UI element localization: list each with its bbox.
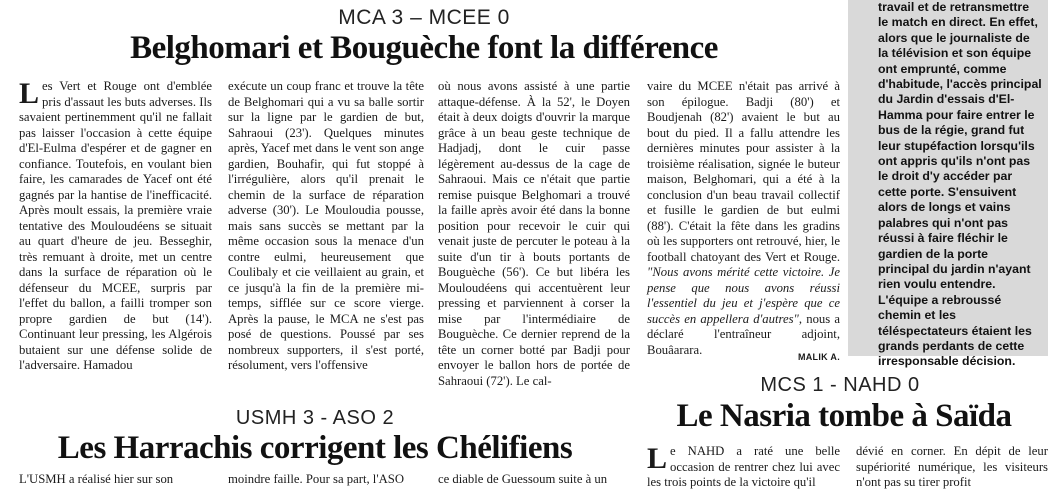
sidebar-text: travail et de retransmettre le match en direct. En effet, alors que le journaliste de la télévision et son équipe ont emprunté, comme d'habitude, l'accès principal du Jardin d'essais d'El- Hamma pour faire entrer le bus de la régie, grand fut leur stupéfaction lorsqu'ils ont appris qu'ils n'ont pas le droit d'y accéder par cette porte. S'ensuivent alors de longs et vains palabres qui n'ont pas réussi à faire fléchir le gardien de la porte principal du jardin n'ayant rien voulu entendre. L'équipe a rebroussé chemin et les téléspectateurs étaient les grands perdants de cette irresponsable décision. (878, 0, 1042, 369)
article-column-2 (228, 79, 424, 417)
article-kicker: MCA 3 – MCEE 0 (338, 6, 510, 29)
column-text: L'USMH a réalisé hier sur son (19, 472, 174, 486)
article-column-1 (19, 79, 212, 417)
article-column-3 (438, 79, 630, 417)
sidebar-box (848, 0, 1048, 369)
article-column-2 (856, 444, 1048, 489)
column-text: ce diable de Guessoum suite à un (438, 472, 608, 486)
column-text: dévié en corner. En dépit de leur supériorité numérique, les visiteurs n'ont pas su tirer profit (856, 444, 1048, 489)
column-text: moindre faille. Pour sa part, l'ASO (228, 472, 405, 486)
article-column-3 (438, 472, 630, 486)
column-text: , nous a déclaré l'entraîneur adjoint, Bouâarara. (647, 311, 840, 357)
quote-text: "Nous avons mérité cette victoire. Je pense que nous avons réussi l'essentiel du jeu et j'espère que ce succès en appellera d'autres" (647, 265, 840, 326)
column-text: es Vert et Rouge ont d'emblée pris d'assaut les buts adverses. Ils savaient pertinemment qu'il ne fallait pas laisser l'occasion à cette équipe d'El-Eulma d'espérer et de gagner en confiance. Toutefois, en voulant bien faire, les camarades de Yacef ont été gagnés par la hantise de l'inefficacité. Après moult essais, la première vraie tentative des Mouloudéens se situait au quart d'heure de jeu. Besseghir, très remuant à droite, met un centre dans la surface de réparation où le défenseur du MCEE, surpris par l'effet du ballon, a failli tromper son propre gardien de but (14'). Continuant leur pressing, les Algérois butaient sur une défense solide de l'adversaire. Hamadou (19, 79, 212, 372)
drop-cap: L (19, 77, 40, 110)
column-text: exécute un coup franc et trouve la tête de Belghomari qui a vu sa balle sortir sur la ligne par le gardien de but, Sahraoui (23'). Quelques minutes après, Yacef met dans le vent son ange gardien, Bouhafir, qui fut stoppé à l'irrégulière, alors qu'il prenait le chemin de la surface de réparation adverse (30'). Le Mouloudia pousse, mais sans succès se mettant par la même occasion sous la menace d'un contre eulmi, heureusement que Coulibaly et cie veillaient au grain, et ce jusqu'à la fin de la première mi-temps, sifflée sur ce score vierge. Après la pause, le MCA ne s'est pas posé de questions. Poussé par ses nombreux supporters, il s'est porté, résolument, vers l'offensive (228, 79, 424, 372)
drop-cap: L (647, 442, 668, 475)
article-headline: Le Nasria tombe à Saïda (676, 398, 1012, 434)
author-signature: MALIK A. (797, 352, 840, 362)
column-text: e NAHD a raté une belle occasion de rentrer chez lui avec les trois points de la victoire qu'il (647, 444, 840, 489)
column-text: vaire du MCEE n'était pas arrivé à son épilogue. Badji (80') et Boudjenah (82') avaient le but au bout du pied. Il a fallu attendre les dernières minutes pour assister à la troisième réalisation, signée le buteur maison, Belghomari, qui a été à la conclusion d'un beau travail collectif et fusille le gardien de but eulmi (88'). C'était la fête dans les gradins où les supporters ont retrouvé, hier, le football chatoyant des Vert et Rouge. (647, 79, 840, 264)
article-column-1 (647, 442, 840, 489)
article-kicker: USMH 3 - ASO 2 (235, 407, 395, 429)
article-kicker: MCS 1 - NAHD 0 (760, 374, 920, 396)
column-text: où nous avons assisté à une partie attaque-défense. À la 52', le Doyen était à deux doigts d'ouvrir la marque grâce à un beau geste technique de Hadjadj, dont le cuir passe légèrement au-dessus de la cage de Sahraoui. Mais ce n'était que partie remise puisque Belghomari a trouvé la faille après avoir été dans la bonne position pour recevoir le cuir qui venait juste de percuter le poteau à la suite d'un tir à bouts portants de Bouguèche (56'). Ce but libéra les Mouloudéens qui accentuèrent leur pressing et parviennent à corser la mise par l'intermédiaire de Bouguèche. Ce dernier reprend de la tête un corner botté par Badji pour envoyer le ballon hors de portée de Sahraoui (72'). Le cal- (438, 79, 630, 388)
article-headline: Belghomari et Bouguèche font la différence (130, 30, 718, 66)
article-column-1 (19, 472, 212, 486)
article-column-2 (228, 472, 424, 486)
article-headline: Les Harrachis corrigent les Chélifiens (57, 430, 573, 466)
